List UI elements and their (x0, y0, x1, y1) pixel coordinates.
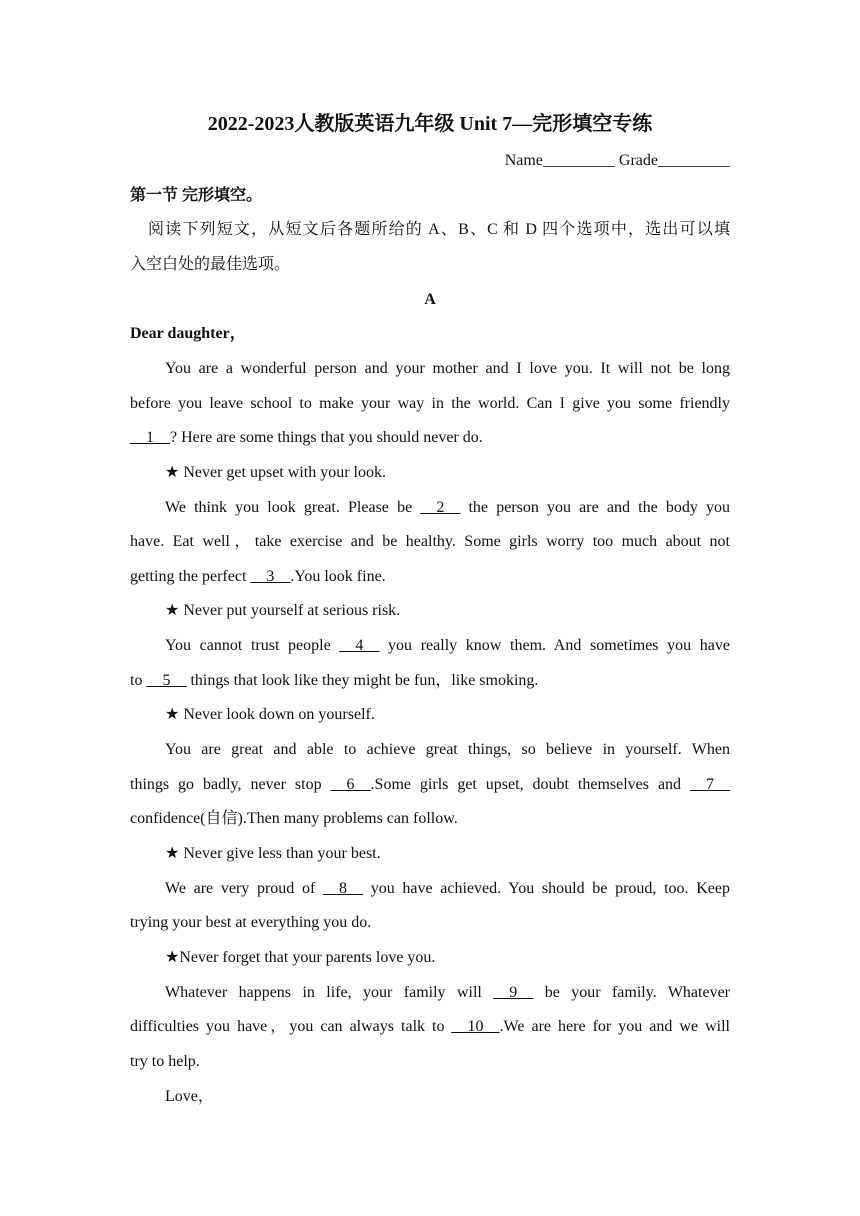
blank-5: __5__ (146, 672, 187, 689)
blank-9: __9__ (493, 984, 534, 1001)
line-text: .We are here for you and we will (499, 1018, 730, 1035)
paragraph-line: confidence(自信).Then many problems can follow. (130, 810, 458, 827)
document-title: 2022-2023人教版英语九年级 Unit 7—完形填空专练 (207, 113, 653, 135)
line-text: .Some girls get upset, doubt themselves and (370, 776, 690, 793)
heading-line: ★ Never put yourself at serious risk. (165, 602, 401, 619)
paragraph-line: before you leave school to make your way in the world. Can I give you some friendly (130, 395, 730, 412)
instruction-line-1: 阅读下列短文，从短文后各题所给的 A、B、C 和 D 四个选项中，选出可以填 (148, 221, 730, 238)
line-text: be your family. Whatever (533, 984, 731, 1001)
paragraph-line: try to help. (130, 1053, 200, 1070)
paragraph-line (130, 629, 730, 664)
heading-line: ★ Never get upset with your look. (165, 464, 386, 481)
paragraph-line (130, 491, 730, 526)
line-text: getting the perfect (130, 568, 251, 585)
line-text: things go badly, never stop (130, 776, 331, 793)
line-text: things that look like they might be fun，like smoking. (186, 672, 539, 689)
line-text: ? Here are some things that you should never do. (170, 429, 483, 446)
heading-line: ★ Never give less than your best. (165, 845, 381, 862)
passage-label: A (424, 291, 436, 308)
line-text: difficulties you have，you can always talk to (130, 1018, 452, 1035)
blank-4: __4__ (339, 637, 380, 654)
blank-3: __3__ (250, 568, 291, 585)
paragraph-line (130, 560, 730, 595)
blank-10: __10__ (451, 1018, 500, 1035)
instruction-line-2: 入空白处的最佳选项。 (130, 256, 291, 273)
line-text: to (130, 672, 147, 689)
heading-line: ★Never forget that your parents love you. (165, 949, 436, 966)
paragraph-line (130, 872, 730, 907)
paragraph-line: trying your best at everything you do. (130, 914, 372, 931)
closing: Love， (165, 1088, 214, 1105)
paragraph-line: You are a wonderful person and your mother and I love you. It will not be long (165, 360, 730, 377)
blank-6: __6__ (330, 776, 371, 793)
blank-2: __2__ (420, 499, 461, 516)
paragraph-line (130, 1010, 730, 1045)
blank-7: __7__ (690, 776, 730, 793)
paragraph-line: You are great and able to achieve great things, so believe in yourself. When (165, 741, 730, 758)
line-text: you have achieved. You should be proud, too. Keep (363, 880, 730, 897)
line-text: the person you are and the body you (460, 499, 730, 516)
line-text: .You look fine. (290, 568, 386, 585)
paragraph-line (130, 768, 730, 803)
line-text: We think you look great. Please be (165, 499, 421, 516)
paragraph-line (130, 664, 730, 699)
paragraph-line: have. Eat well，take exercise and be healthy. Some girls worry too much about not (130, 533, 730, 550)
blank-1: __1__ (130, 429, 170, 446)
line-text: You cannot trust people (165, 637, 340, 654)
heading-line: ★ Never look down on yourself. (165, 706, 375, 723)
blank-8: __8__ (323, 880, 364, 897)
paragraph-line (130, 421, 730, 456)
line-text: Whatever happens in life, your family will (165, 984, 494, 1001)
paragraph-line (130, 976, 730, 1011)
section-heading: 第一节 完形填空。 (130, 187, 263, 204)
line-text: you really know them. And sometimes you have (379, 637, 730, 654)
name-grade-line: Name_________ Grade_________ (504, 152, 730, 169)
salutation: Dear daughter， (130, 325, 246, 342)
line-text: We are very proud of (165, 880, 324, 897)
